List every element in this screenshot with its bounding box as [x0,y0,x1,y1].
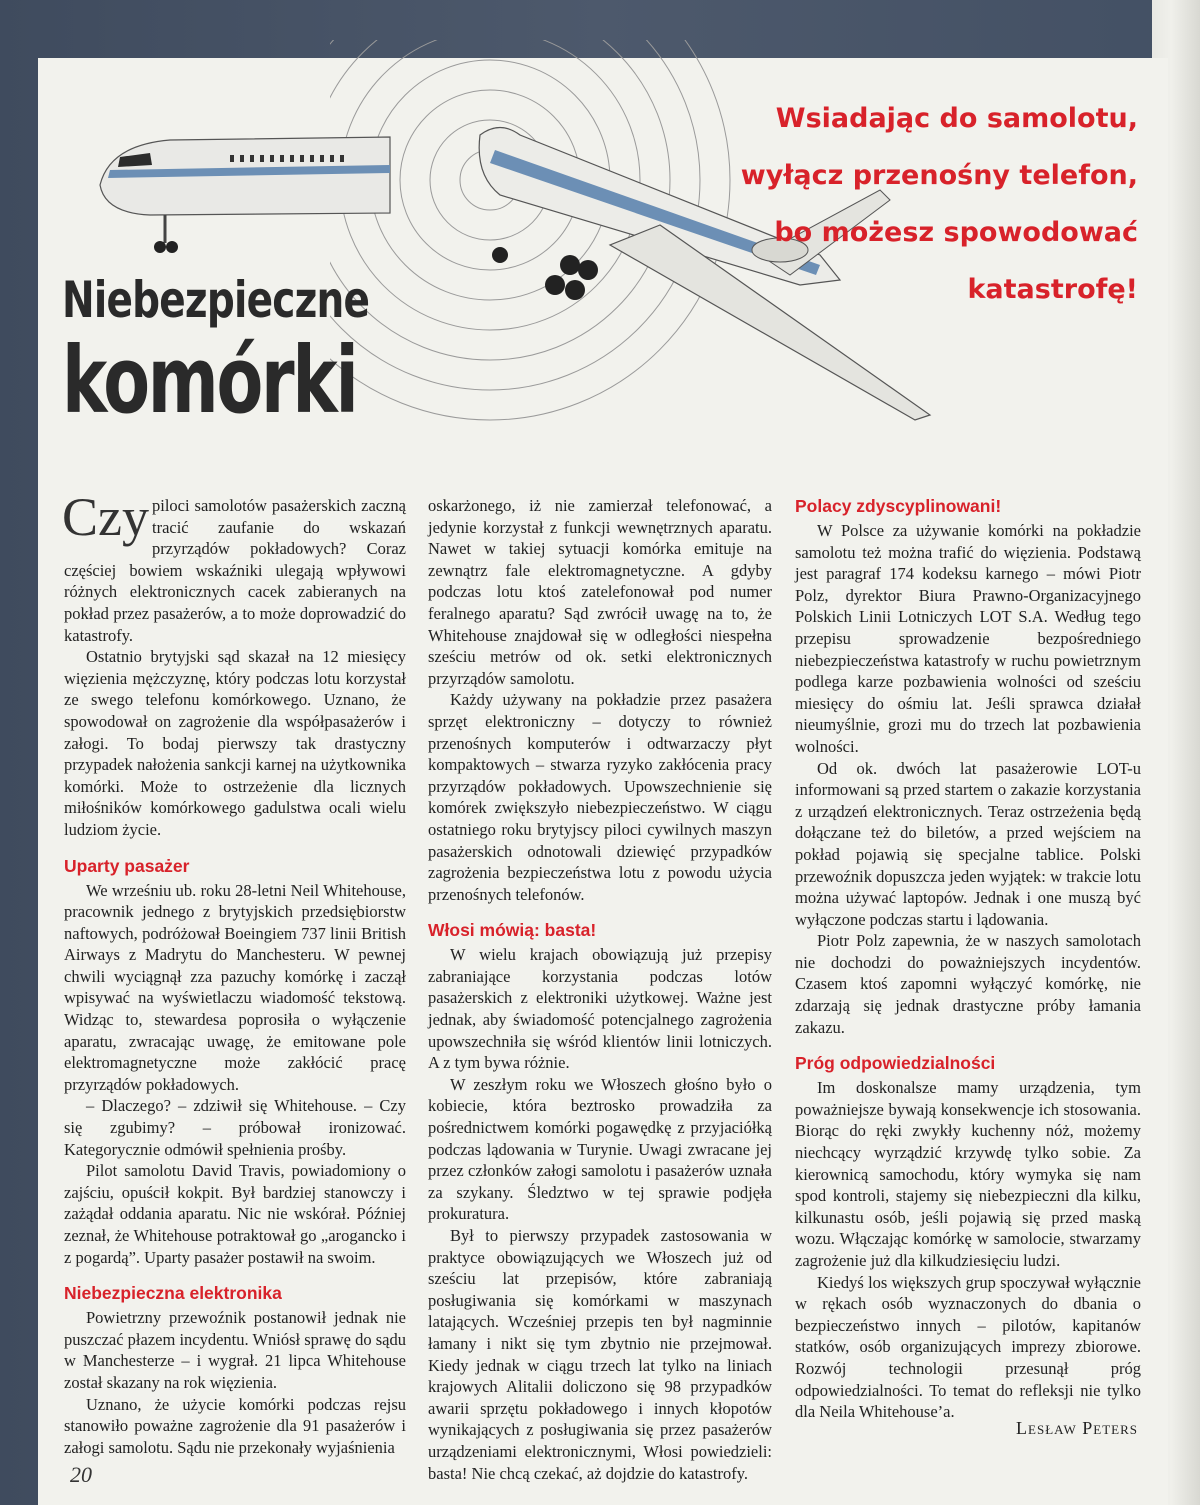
text-column-2 [428,495,772,1484]
paragraph: Każdy używany na pokładzie przez pasażera sprzęt elektroniczny – dotyczy to również przenośnych komputerów i odtwarzaczy płyt kompaktowych – stwarza ryzyko zakłócenia pracy przyrządów pokładowych. Upowszechnienie się komórek zwiększyło niebezpieczeństwo. W ciągu ostatniego roku brytyjscy piloci cywilnych maszyn pasażerskich odnotowali dziewięć przypadków zagrożenia bezpieczeństwa lotu z powodu użycia przenośnych telefonów. [428,690,772,904]
article-title [62,271,460,434]
article-tagline [741,90,1138,318]
tagline-line: katastrofę! [967,274,1138,305]
paragraph: W zeszłym roku we Włoszech głośno było o kobiecie, która beztrosko prowadziła za pośrednictwem komórki pogawędkę z przyjaciółką podczas lądowania w Turynie. Uwagi zwracane jej przez członków załogi samolotu i pasażerów uznała za szykany. Śledztwo w tej sprawie podjęła prokuratura. [428,1074,772,1224]
section-heading: Polacy zdyscyplinowani! [795,496,1002,516]
paragraph: Piotr Polz zapewnia, że w naszych samolotach nie dochodzi do poważniejszych incydentów. Czasem ktoś zapomni wyłączyć komórkę, nie zdarzają się jednak drastyczne próby łamania zakazu. [795,931,1141,1037]
tagline-line: bo możesz spowodować [774,217,1138,248]
paragraph: W Polsce za używanie komórki na pokładzie samolotu też można trafić do więzienia. Podstawą jest paragraf 174 kodeksu karnego – mówi Piotr Polz, dyrektor Biura Prawno-Organizacyjnego Polskich Linii Lotniczych LOT S.A. Według tego przepisu sprowadzenie bezpośredniego niebezpieczeństwa katastrofy w ruchu powietrznym podlega karze pozbawienia wolności od sześciu miesięcy do ośmiu lat. Jeśli sprawca działał nieumyślnie, grozi mu do trzech lat pozbawienia wolności. [795,521,1141,756]
tagline-line: Wsiadając do samolotu, [775,103,1138,134]
paragraph: oskarżonego, iż nie zamierzał telefonować, a jedynie korzystał z funkcji wewnętrznych aparatu. Nawet w takiej sytuacji komórka emituje na zewnątrz fale elektromagnetyczne. A gdyby podczas lotu ktoś zatelefonował pod numer feralnego aparatu? Sąd zwrócił uwagę na to, że Whitehouse znajdował się w odległości niespełna sześciu metrów od ok. setki elektronicznych przyrządów samolotu. [428,496,772,688]
paragraph: We wrześniu ub. roku 28-letni Neil Whitehouse, pracownik jednego z brytyjskich przedsiębiorstw naftowych, podróżował Boeingiem 737 linii British Airways z Madrytu do Manchesteru. W pewnej chwili wyciągnął zza pazuchy komórkę i zaczął wpisywać na wyświetlaczu wiadomość tekstową. Widząc to, stewardesa poprosiła o wyłączenie aparatu, zwracając uwagę, że emitowane pole elektromagnetyczne może zakłócić pracę przyrządów pokładowych. [64,880,406,1094]
paragraph: – Dlaczego? – zdziwił się Whitehouse. – Czy się zgubimy? – próbował ironizować. Kategorycznie odmówił spełnienia prośby. [64,1096,406,1159]
section-heading: Próg odpowiedzialności [795,1053,996,1074]
section-heading: Niebezpieczna elektronika [64,1283,282,1304]
section-heading: Uparty pasażer [64,855,190,876]
intro-paragraph [62,487,406,646]
title-line-2: komórki [62,327,357,434]
section-heading: Włosi mówią: basta! [428,920,597,941]
paragraph-text: piloci samolotów pasażerskich zaczną tracić zaufanie do wskazań przyrządów pokładowych? Coraz częściej bowiem wskaźniki ulegają wpływowi różnych elektronicznych cacek zabieranych na pokład przez pasażerów, a to może doprowadzić do katastrofy. [64,496,406,645]
paragraph: Powietrzny przewoźnik postanowił jednak nie puszczać płazem incydentu. Wniósł sprawę do sądu w Manchesterze – i wygrał. 21 lipca Whitehouse został skazany na rok więzienia. [64,1308,406,1392]
tagline-line: wyłącz przenośny telefon, [740,160,1138,191]
paragraph: W wielu krajach obowiązują już przepisy zabraniające korzystania podczas lotów pasażerskich z elektroniki użytkowej. Ważne jest jednak, aby świadomość potencjalnego zagrożenia upowszechniła się wśród klientów linii lotniczych. A z tym bywa różnie. [428,945,772,1073]
paragraph: Pilot samolotu David Travis, powiadomiony o zajściu, opuścił kokpit. Był bardziej stanowczy i zażądał oddania aparatu. Nic nie wskórał. Później zeznał, że Whitehouse potraktował go „arogancko i z pogardą”. Uparty pasażer postawił na swoim. [64,1161,406,1267]
paragraph: Kiedyś los większych grup spoczywał wyłącznie w rękach osób wyznaczonych do dbania o bezpieczeństwo innych – pilotów, kapitanów statków, osób organizujących imprezy zbiorowe. Rozwój technologii przesunął próg odpowiedzialności. To temat do refleksji nie tylko dla Neila Whitehouse’a. [795,1272,1141,1422]
text-column-3 [795,495,1141,1423]
paragraph: Od ok. dwóch lat pasażerowie LOT-u informowani są przed startem o zakazie korzystania z urządzeń elektronicznych. Teraz ostrzeżenia będą dołączane też do biletów, a przed wejściem na pokład pojawią się specjalne tablice. Polski przewoźnik dopuszcza jeden wyjątek: w trakcie lotu można używać laptopów. Jednak i one muszą być wyłączone podczas startu i lądowania. [795,758,1141,929]
paragraph: Im doskonalsze mamy urządzenia, tym poważniejsze bywają konsekwencje ich stosowania. Biorąc do ręki zwykły kuchenny nóż, możemy niechcący wyrządzić krzywdę tylko sobie. Za kierownicą samochodu, który wymyka się nam spod kontroli, stajemy się niebezpieczni dla kilku, kilkunastu osób, jeśli pojawią się przed maską wozu. Włączając komórkę w samolocie, stwarzamy zagrożenie już dla kilkudziesięciu ludzi. [795,1078,1141,1270]
airplane-nose-image [90,115,400,265]
paragraph: Ostatnio brytyjski sąd skazał na 12 miesięcy więzienia mężczyznę, który podczas lotu korzystał ze swego telefonu komórkowego. Uznano, że spowodował on zagrożenie dla współpasażerów i załogi. To bodaj pierwszy tak drastyczny przypadek nałożenia sankcji karnej na użytkownika komórki. Może to ostrzeżenie dla licznych miłośników komórkowego gadulstwa ocali wielu ludziom życie. [64,647,406,839]
drop-cap: Czy [62,487,149,547]
page-number: 20 [70,1462,92,1487]
paragraph: Uznano, że użycie komórki podczas rejsu stanowiło poważne zagrożenie dla 91 pasażerów i załogi samolotu. Sądu nie przekonały wyjaśnienia [64,1394,406,1457]
title-line-1: Niebezpieczne [62,271,370,329]
text-column-1 [62,487,406,1458]
paragraph: Był to pierwszy przypadek zastosowania w praktyce obowiązujących we Włoszech już od sześciu lat przepisów, które zabraniają posługiwania się komórkami w maszynach latających. Wcześniej przepis ten był nagminnie łamany i nikt się tym zbytnio nie przejmował. Kiedy jednak w ciągu trzech lat tylko na liniach krajowych Alitalii doliczono się 98 przypadków awarii sprzętu pokładowego i innych kłopotów wynikających z posługiwania się przez pasażerów urządzeniami elektronicznymi, Włosi powiedzieli: basta! Nie chcą czekać, aż dojdzie do katastrofy. [428,1226,772,1483]
author-byline: Lesław Peters [1016,1418,1138,1438]
